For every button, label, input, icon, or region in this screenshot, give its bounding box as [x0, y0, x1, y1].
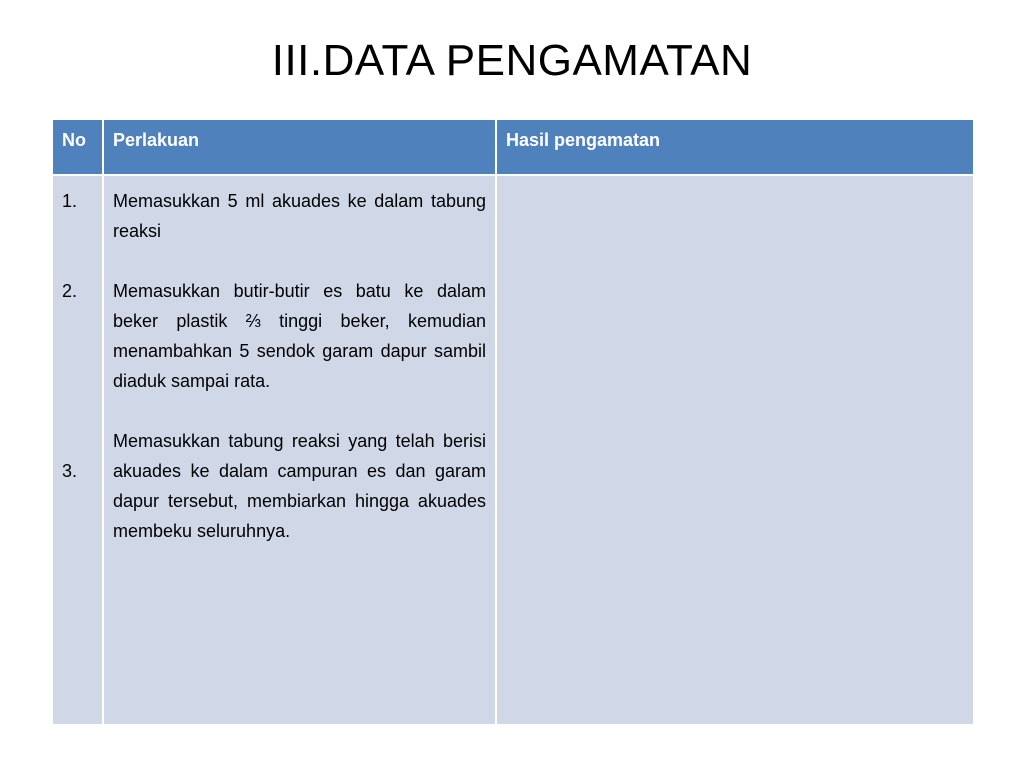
- step-number-1: 1.: [62, 191, 78, 211]
- step-number-2: 2.: [62, 281, 78, 301]
- step-number-3: 3.: [62, 461, 78, 481]
- header-hasil: Hasil pengamatan: [496, 119, 974, 175]
- cell-hasil[interactable]: [496, 175, 974, 725]
- header-perlakuan: Perlakuan: [103, 119, 496, 175]
- step-text-3: Memasukkan tabung reaksi yang telah berisi akuades ke dalam campuran es dan garam dapur tersebut, membiarkan hingga akuades membeku seluruhnya.: [113, 431, 486, 541]
- cell-perlakuan: [103, 175, 496, 725]
- cell-no: [52, 175, 103, 725]
- observation-table: [51, 118, 975, 726]
- header-no: No: [52, 119, 103, 175]
- step-text-1: Memasukkan 5 ml akuades ke dalam tabung reaksi: [113, 191, 486, 241]
- table-header-row: [52, 119, 974, 175]
- slide-title: III.DATA PENGAMATAN: [271, 36, 753, 85]
- step-text-2: Memasukkan butir-butir es batu ke dalam beker plastik ⅔ tinggi beker, kemudian menambahkan 5 sendok garam dapur sambil diaduk sampai rata.: [113, 281, 486, 391]
- table-row: [52, 175, 974, 725]
